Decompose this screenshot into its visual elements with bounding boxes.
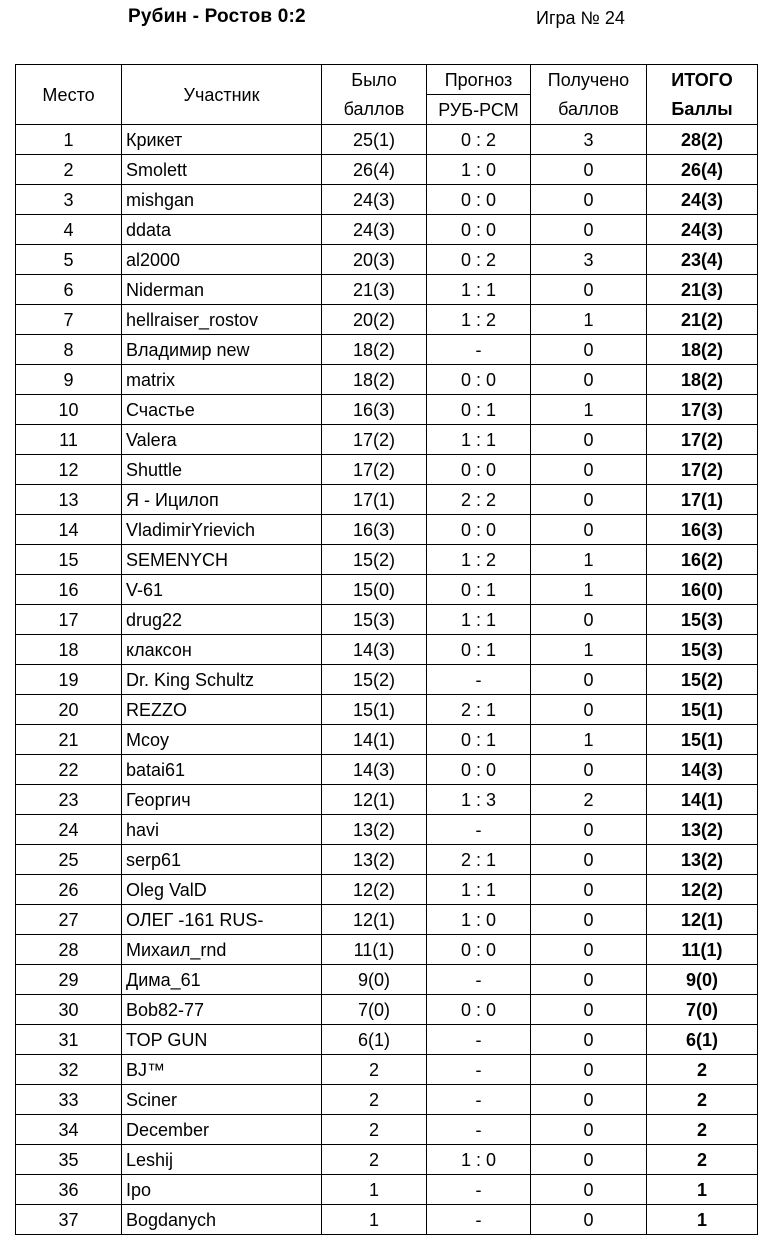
participant-cell: TOP GUN bbox=[122, 1025, 322, 1055]
participant-cell: drug22 bbox=[122, 605, 322, 635]
table-row bbox=[16, 935, 758, 965]
place-cell: 14 bbox=[16, 515, 122, 545]
participant-cell: Leshij bbox=[122, 1145, 322, 1175]
participant-cell: Dr. King Schultz bbox=[122, 665, 322, 695]
participant-cell: Smolett bbox=[122, 155, 322, 185]
points-received-cell: 1 bbox=[531, 545, 647, 575]
points-before-cell: 14(1) bbox=[322, 725, 427, 755]
total-points-cell: 15(3) bbox=[647, 605, 758, 635]
table-row bbox=[16, 905, 758, 935]
participant-cell: serp61 bbox=[122, 845, 322, 875]
table-row bbox=[16, 215, 758, 245]
table-row bbox=[16, 455, 758, 485]
total-points-cell: 9(0) bbox=[647, 965, 758, 995]
points-received-cell: 1 bbox=[531, 395, 647, 425]
table-row bbox=[16, 155, 758, 185]
place-cell: 28 bbox=[16, 935, 122, 965]
points-received-cell: 1 bbox=[531, 725, 647, 755]
participant-cell: December bbox=[122, 1115, 322, 1145]
forecast-cell: 1 : 1 bbox=[427, 605, 531, 635]
participant-cell: ОЛЕГ -161 RUS- bbox=[122, 905, 322, 935]
table-row bbox=[16, 485, 758, 515]
total-points-cell: 6(1) bbox=[647, 1025, 758, 1055]
table-row bbox=[16, 965, 758, 995]
points-before-cell: 18(2) bbox=[322, 335, 427, 365]
points-received-cell: 0 bbox=[531, 605, 647, 635]
place-cell: 16 bbox=[16, 575, 122, 605]
table-row bbox=[16, 545, 758, 575]
forecast-cell: 0 : 0 bbox=[427, 935, 531, 965]
forecast-cell: - bbox=[427, 665, 531, 695]
participant-cell: Sciner bbox=[122, 1085, 322, 1115]
participant-cell: Bogdanych bbox=[122, 1205, 322, 1235]
points-before-cell: 2 bbox=[322, 1145, 427, 1175]
place-cell: 36 bbox=[16, 1175, 122, 1205]
points-before-cell: 7(0) bbox=[322, 995, 427, 1025]
total-points-cell: 18(2) bbox=[647, 365, 758, 395]
forecast-cell: 2 : 2 bbox=[427, 485, 531, 515]
total-points-cell: 13(2) bbox=[647, 845, 758, 875]
place-cell: 1 bbox=[16, 125, 122, 155]
forecast-cell: 1 : 1 bbox=[427, 875, 531, 905]
points-received-cell: 0 bbox=[531, 935, 647, 965]
points-received-cell: 0 bbox=[531, 1145, 647, 1175]
forecast-cell: - bbox=[427, 1175, 531, 1205]
points-received-cell: 3 bbox=[531, 125, 647, 155]
participant-cell: batai61 bbox=[122, 755, 322, 785]
total-points-cell: 26(4) bbox=[647, 155, 758, 185]
forecast-cell: 0 : 0 bbox=[427, 365, 531, 395]
points-received-cell: 0 bbox=[531, 755, 647, 785]
place-cell: 9 bbox=[16, 365, 122, 395]
total-points-cell: 15(3) bbox=[647, 635, 758, 665]
table-row bbox=[16, 815, 758, 845]
points-before-cell: 2 bbox=[322, 1085, 427, 1115]
forecast-cell: - bbox=[427, 1205, 531, 1235]
forecast-cell: 1 : 2 bbox=[427, 305, 531, 335]
header-participant: Участник bbox=[122, 65, 322, 125]
points-received-cell: 0 bbox=[531, 665, 647, 695]
total-points-cell: 15(2) bbox=[647, 665, 758, 695]
participant-cell: Дима_61 bbox=[122, 965, 322, 995]
points-received-cell: 0 bbox=[531, 875, 647, 905]
table-row bbox=[16, 875, 758, 905]
place-cell: 27 bbox=[16, 905, 122, 935]
header-total-bottom: Баллы bbox=[647, 95, 758, 125]
forecast-cell: 1 : 1 bbox=[427, 425, 531, 455]
participant-cell: клаксон bbox=[122, 635, 322, 665]
total-points-cell: 16(0) bbox=[647, 575, 758, 605]
place-cell: 21 bbox=[16, 725, 122, 755]
table-row bbox=[16, 1025, 758, 1055]
points-before-cell: 13(2) bbox=[322, 845, 427, 875]
place-cell: 35 bbox=[16, 1145, 122, 1175]
points-before-cell: 15(3) bbox=[322, 605, 427, 635]
forecast-cell: 0 : 2 bbox=[427, 245, 531, 275]
header-total-top: ИТОГО bbox=[647, 65, 758, 95]
place-cell: 37 bbox=[16, 1205, 122, 1235]
total-points-cell: 18(2) bbox=[647, 335, 758, 365]
place-cell: 19 bbox=[16, 665, 122, 695]
participant-cell: Георгич bbox=[122, 785, 322, 815]
table-row bbox=[16, 785, 758, 815]
table-row bbox=[16, 605, 758, 635]
points-before-cell: 2 bbox=[322, 1115, 427, 1145]
header-before-top: Было bbox=[322, 65, 427, 95]
place-cell: 33 bbox=[16, 1085, 122, 1115]
points-before-cell: 15(2) bbox=[322, 665, 427, 695]
points-before-cell: 20(3) bbox=[322, 245, 427, 275]
points-received-cell: 1 bbox=[531, 635, 647, 665]
place-cell: 5 bbox=[16, 245, 122, 275]
place-cell: 17 bbox=[16, 605, 122, 635]
points-before-cell: 15(0) bbox=[322, 575, 427, 605]
total-points-cell: 12(1) bbox=[647, 905, 758, 935]
place-cell: 26 bbox=[16, 875, 122, 905]
forecast-cell: 0 : 0 bbox=[427, 755, 531, 785]
points-received-cell: 0 bbox=[531, 1115, 647, 1145]
total-points-cell: 14(1) bbox=[647, 785, 758, 815]
points-received-cell: 0 bbox=[531, 455, 647, 485]
participant-cell: Oleg ValD bbox=[122, 875, 322, 905]
points-before-cell: 14(3) bbox=[322, 755, 427, 785]
forecast-cell: - bbox=[427, 965, 531, 995]
points-before-cell: 9(0) bbox=[322, 965, 427, 995]
forecast-cell: - bbox=[427, 1115, 531, 1145]
header-forecast-top: Прогноз bbox=[427, 65, 531, 95]
participant-cell: VladimirYrievich bbox=[122, 515, 322, 545]
table-body bbox=[16, 125, 758, 1235]
table-row bbox=[16, 1055, 758, 1085]
place-cell: 25 bbox=[16, 845, 122, 875]
participant-cell: Shuttle bbox=[122, 455, 322, 485]
place-cell: 15 bbox=[16, 545, 122, 575]
place-cell: 29 bbox=[16, 965, 122, 995]
total-points-cell: 15(1) bbox=[647, 695, 758, 725]
table-row bbox=[16, 995, 758, 1025]
table-row bbox=[16, 365, 758, 395]
header-forecast-bottom: РУБ-РСМ bbox=[427, 95, 531, 125]
table-row bbox=[16, 755, 758, 785]
participant-cell: Valera bbox=[122, 425, 322, 455]
table-row bbox=[16, 125, 758, 155]
table-row bbox=[16, 275, 758, 305]
place-cell: 11 bbox=[16, 425, 122, 455]
place-cell: 13 bbox=[16, 485, 122, 515]
place-cell: 31 bbox=[16, 1025, 122, 1055]
points-received-cell: 0 bbox=[531, 365, 647, 395]
total-points-cell: 21(2) bbox=[647, 305, 758, 335]
table-header bbox=[16, 65, 758, 125]
points-before-cell: 20(2) bbox=[322, 305, 427, 335]
place-cell: 6 bbox=[16, 275, 122, 305]
table-row bbox=[16, 515, 758, 545]
place-cell: 8 bbox=[16, 335, 122, 365]
points-before-cell: 12(1) bbox=[322, 785, 427, 815]
header-got-bottom: баллов bbox=[531, 95, 647, 125]
points-received-cell: 0 bbox=[531, 1205, 647, 1235]
table-row bbox=[16, 695, 758, 725]
total-points-cell: 17(3) bbox=[647, 395, 758, 425]
total-points-cell: 15(1) bbox=[647, 725, 758, 755]
points-received-cell: 2 bbox=[531, 785, 647, 815]
points-before-cell: 17(2) bbox=[322, 425, 427, 455]
points-before-cell: 16(3) bbox=[322, 395, 427, 425]
points-before-cell: 11(1) bbox=[322, 935, 427, 965]
participant-cell: BJ™ bbox=[122, 1055, 322, 1085]
place-cell: 12 bbox=[16, 455, 122, 485]
points-received-cell: 0 bbox=[531, 515, 647, 545]
total-points-cell: 1 bbox=[647, 1175, 758, 1205]
forecast-cell: 1 : 0 bbox=[427, 1145, 531, 1175]
table-row bbox=[16, 1115, 758, 1145]
total-points-cell: 2 bbox=[647, 1115, 758, 1145]
participant-cell: Михаил_rnd bbox=[122, 935, 322, 965]
forecast-cell: 1 : 3 bbox=[427, 785, 531, 815]
place-cell: 2 bbox=[16, 155, 122, 185]
forecast-cell: 0 : 0 bbox=[427, 515, 531, 545]
participant-cell: Счастье bbox=[122, 395, 322, 425]
header-before-bottom: баллов bbox=[322, 95, 427, 125]
total-points-cell: 23(4) bbox=[647, 245, 758, 275]
game-number: Игра № 24 bbox=[536, 8, 625, 28]
forecast-cell: 0 : 0 bbox=[427, 995, 531, 1025]
table-row bbox=[16, 245, 758, 275]
forecast-cell: 0 : 0 bbox=[427, 455, 531, 485]
table-row bbox=[16, 1145, 758, 1175]
table-row bbox=[16, 725, 758, 755]
participant-cell: REZZO bbox=[122, 695, 322, 725]
forecast-cell: 0 : 1 bbox=[427, 635, 531, 665]
participant-cell: mishgan bbox=[122, 185, 322, 215]
total-points-cell: 12(2) bbox=[647, 875, 758, 905]
table-row bbox=[16, 305, 758, 335]
participant-cell: Крикет bbox=[122, 125, 322, 155]
points-received-cell: 0 bbox=[531, 815, 647, 845]
table-row bbox=[16, 335, 758, 365]
place-cell: 4 bbox=[16, 215, 122, 245]
total-points-cell: 2 bbox=[647, 1145, 758, 1175]
place-cell: 7 bbox=[16, 305, 122, 335]
participant-cell: al2000 bbox=[122, 245, 322, 275]
total-points-cell: 17(2) bbox=[647, 425, 758, 455]
total-points-cell: 24(3) bbox=[647, 215, 758, 245]
points-before-cell: 25(1) bbox=[322, 125, 427, 155]
forecast-cell: 2 : 1 bbox=[427, 845, 531, 875]
points-received-cell: 0 bbox=[531, 425, 647, 455]
points-received-cell: 0 bbox=[531, 845, 647, 875]
place-cell: 3 bbox=[16, 185, 122, 215]
place-cell: 24 bbox=[16, 815, 122, 845]
forecast-cell: - bbox=[427, 1085, 531, 1115]
place-cell: 32 bbox=[16, 1055, 122, 1085]
points-received-cell: 0 bbox=[531, 1085, 647, 1115]
points-before-cell: 18(2) bbox=[322, 365, 427, 395]
points-before-cell: 16(3) bbox=[322, 515, 427, 545]
points-received-cell: 0 bbox=[531, 995, 647, 1025]
total-points-cell: 2 bbox=[647, 1085, 758, 1115]
points-received-cell: 0 bbox=[531, 275, 647, 305]
place-cell: 20 bbox=[16, 695, 122, 725]
points-received-cell: 0 bbox=[531, 335, 647, 365]
participant-cell: matrix bbox=[122, 365, 322, 395]
total-points-cell: 21(3) bbox=[647, 275, 758, 305]
participant-cell: Niderman bbox=[122, 275, 322, 305]
points-before-cell: 12(2) bbox=[322, 875, 427, 905]
table-row bbox=[16, 845, 758, 875]
place-cell: 23 bbox=[16, 785, 122, 815]
forecast-cell: 0 : 0 bbox=[427, 185, 531, 215]
total-points-cell: 7(0) bbox=[647, 995, 758, 1025]
participant-cell: Я - Ицилоп bbox=[122, 485, 322, 515]
points-received-cell: 0 bbox=[531, 215, 647, 245]
match-title: Рубин - Ростов 0:2 bbox=[128, 6, 306, 27]
forecast-cell: 0 : 1 bbox=[427, 395, 531, 425]
results-table bbox=[15, 64, 758, 1235]
forecast-cell: - bbox=[427, 1025, 531, 1055]
forecast-cell: 0 : 2 bbox=[427, 125, 531, 155]
points-before-cell: 1 bbox=[322, 1205, 427, 1235]
total-points-cell: 16(3) bbox=[647, 515, 758, 545]
points-received-cell: 1 bbox=[531, 575, 647, 605]
points-before-cell: 13(2) bbox=[322, 815, 427, 845]
points-received-cell: 0 bbox=[531, 1175, 647, 1205]
points-received-cell: 1 bbox=[531, 305, 647, 335]
table-row bbox=[16, 575, 758, 605]
points-before-cell: 15(1) bbox=[322, 695, 427, 725]
total-points-cell: 24(3) bbox=[647, 185, 758, 215]
place-cell: 18 bbox=[16, 635, 122, 665]
points-before-cell: 17(2) bbox=[322, 455, 427, 485]
points-before-cell: 15(2) bbox=[322, 545, 427, 575]
points-received-cell: 0 bbox=[531, 1055, 647, 1085]
forecast-cell: 2 : 1 bbox=[427, 695, 531, 725]
table-row bbox=[16, 425, 758, 455]
points-before-cell: 14(3) bbox=[322, 635, 427, 665]
participant-cell: ddata bbox=[122, 215, 322, 245]
forecast-cell: 0 : 1 bbox=[427, 725, 531, 755]
table-row bbox=[16, 395, 758, 425]
total-points-cell: 16(2) bbox=[647, 545, 758, 575]
points-received-cell: 0 bbox=[531, 185, 647, 215]
participant-cell: V-61 bbox=[122, 575, 322, 605]
participant-cell: havi bbox=[122, 815, 322, 845]
points-before-cell: 24(3) bbox=[322, 185, 427, 215]
points-received-cell: 0 bbox=[531, 485, 647, 515]
forecast-cell: 1 : 0 bbox=[427, 155, 531, 185]
participant-cell: Mcoy bbox=[122, 725, 322, 755]
points-received-cell: 0 bbox=[531, 965, 647, 995]
points-before-cell: 2 bbox=[322, 1055, 427, 1085]
points-before-cell: 12(1) bbox=[322, 905, 427, 935]
total-points-cell: 2 bbox=[647, 1055, 758, 1085]
points-received-cell: 0 bbox=[531, 905, 647, 935]
forecast-cell: 0 : 1 bbox=[427, 575, 531, 605]
forecast-cell: 1 : 2 bbox=[427, 545, 531, 575]
table-row bbox=[16, 665, 758, 695]
points-before-cell: 26(4) bbox=[322, 155, 427, 185]
table-row bbox=[16, 185, 758, 215]
points-before-cell: 1 bbox=[322, 1175, 427, 1205]
points-before-cell: 24(3) bbox=[322, 215, 427, 245]
total-points-cell: 14(3) bbox=[647, 755, 758, 785]
place-cell: 22 bbox=[16, 755, 122, 785]
total-points-cell: 28(2) bbox=[647, 125, 758, 155]
participant-cell: SEMENYCH bbox=[122, 545, 322, 575]
total-points-cell: 13(2) bbox=[647, 815, 758, 845]
forecast-cell: - bbox=[427, 335, 531, 365]
participant-cell: hellraiser_rostov bbox=[122, 305, 322, 335]
forecast-cell: 1 : 1 bbox=[427, 275, 531, 305]
points-received-cell: 0 bbox=[531, 695, 647, 725]
place-cell: 10 bbox=[16, 395, 122, 425]
table-row bbox=[16, 635, 758, 665]
points-before-cell: 21(3) bbox=[322, 275, 427, 305]
total-points-cell: 17(2) bbox=[647, 455, 758, 485]
forecast-cell: - bbox=[427, 815, 531, 845]
points-before-cell: 17(1) bbox=[322, 485, 427, 515]
place-cell: 34 bbox=[16, 1115, 122, 1145]
total-points-cell: 17(1) bbox=[647, 485, 758, 515]
points-received-cell: 3 bbox=[531, 245, 647, 275]
table-row bbox=[16, 1175, 758, 1205]
header-place: Место bbox=[16, 65, 122, 125]
participant-cell: Bob82-77 bbox=[122, 995, 322, 1025]
forecast-cell: 1 : 0 bbox=[427, 905, 531, 935]
total-points-cell: 1 bbox=[647, 1205, 758, 1235]
total-points-cell: 11(1) bbox=[647, 935, 758, 965]
table-row bbox=[16, 1085, 758, 1115]
header-got-top: Получено bbox=[531, 65, 647, 95]
points-received-cell: 0 bbox=[531, 1025, 647, 1055]
forecast-cell: 0 : 0 bbox=[427, 215, 531, 245]
points-received-cell: 0 bbox=[531, 155, 647, 185]
points-before-cell: 6(1) bbox=[322, 1025, 427, 1055]
forecast-cell: - bbox=[427, 1055, 531, 1085]
participant-cell: Ipo bbox=[122, 1175, 322, 1205]
participant-cell: Владимир new bbox=[122, 335, 322, 365]
place-cell: 30 bbox=[16, 995, 122, 1025]
table-row bbox=[16, 1205, 758, 1235]
